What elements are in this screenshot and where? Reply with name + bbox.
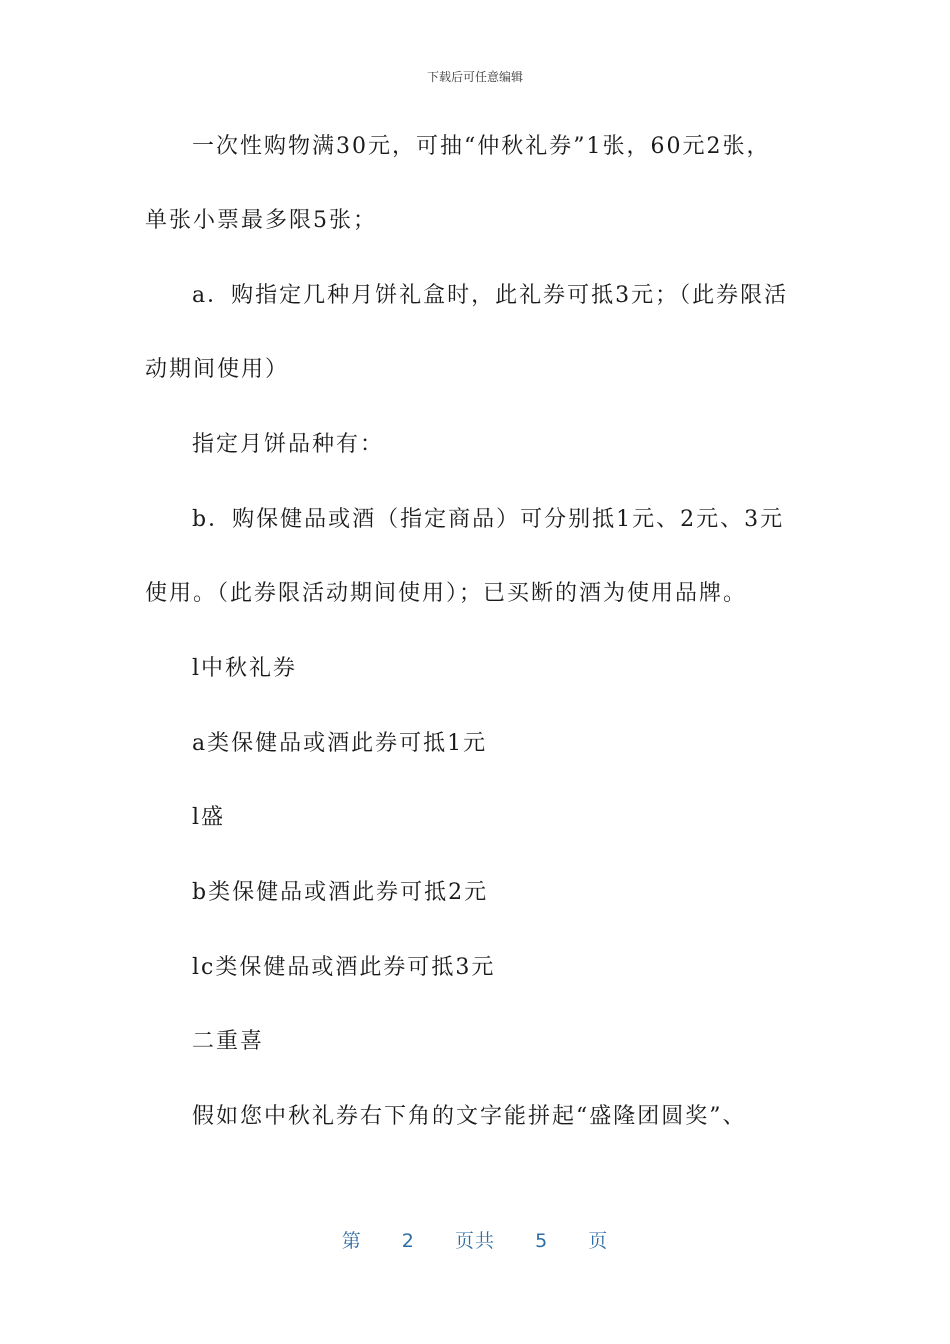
- page-label-prefix: 第: [341, 1230, 362, 1252]
- paragraph-line: b类保健品或酒此券可抵2元: [192, 880, 489, 905]
- paragraph-line: 一次性购物满30元，可抽“仲秋礼券”1张，60元2张，: [192, 134, 771, 159]
- paragraph-line: a类保健品或酒此券可抵1元: [192, 731, 488, 756]
- paragraph-line: 指定月饼品种有：: [192, 432, 385, 457]
- current-page-number: 2: [401, 1230, 415, 1252]
- paragraph-line: l中秋礼券: [192, 656, 298, 681]
- paragraph-line: l盛: [192, 805, 226, 830]
- page-footer: [0, 1226, 950, 1253]
- paragraph-line: 假如您中秋礼券右下角的文字能拼起“盛隆团圆奖”、: [192, 1104, 747, 1129]
- paragraph-line: lc类保健品或酒此券可抵3元: [192, 955, 496, 980]
- paragraph-line: 单张小票最多限5张；: [145, 208, 377, 233]
- paragraph-line: a．购指定几种月饼礼盒时，此礼券可抵3元；（此券限活: [192, 283, 789, 308]
- page-label-suffix: 页: [588, 1230, 609, 1252]
- total-pages-number: 5: [535, 1230, 549, 1252]
- paragraph-line: 动期间使用）: [145, 357, 290, 382]
- paragraph-line: 二重喜: [192, 1029, 265, 1054]
- page-label-mid: 页共: [454, 1230, 495, 1252]
- page-header: 下载后可任意编辑: [426, 70, 523, 84]
- paragraph-line: b．购保健品或酒（指定商品）可分别抵1元、2元、3元: [192, 507, 785, 532]
- paragraph-line: 使用。（此券限活动期间使用）；已买断的酒为使用品牌。: [145, 581, 748, 606]
